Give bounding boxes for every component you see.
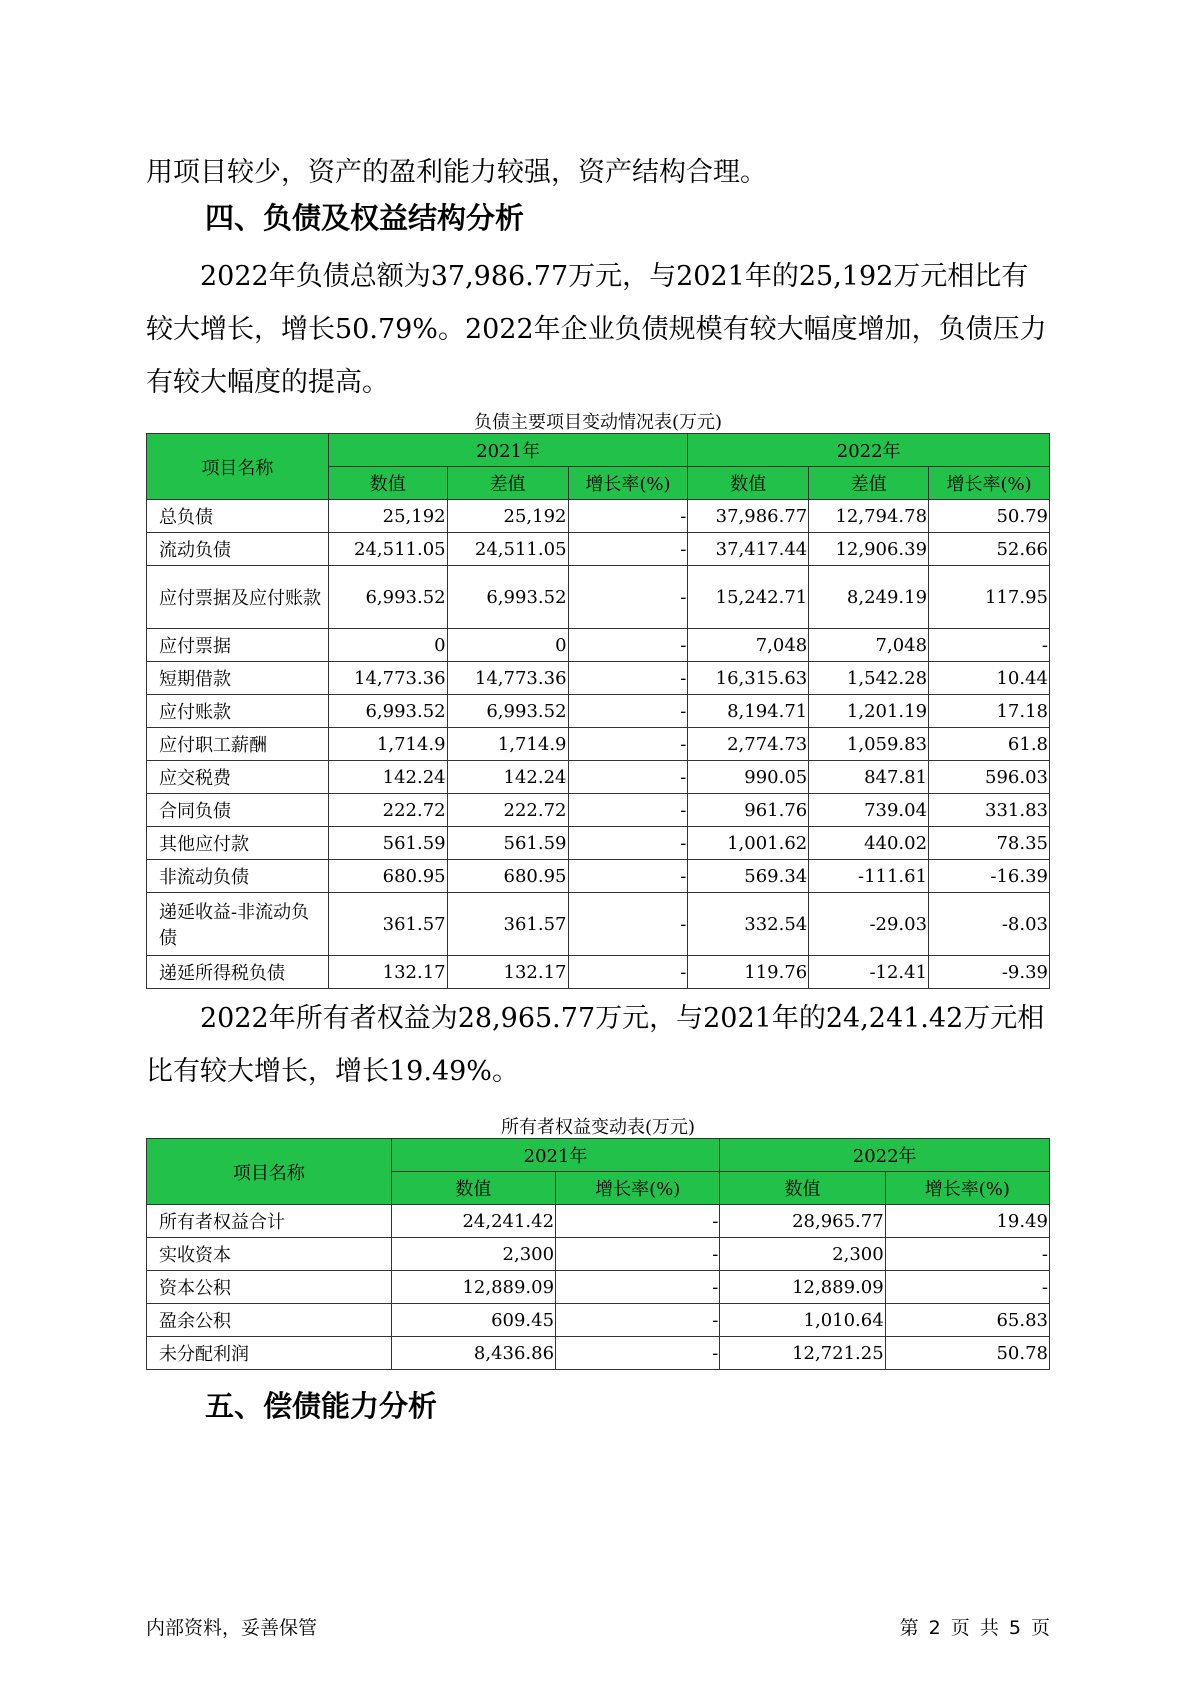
table-cell: 331.83 xyxy=(929,794,1050,827)
table-row xyxy=(147,761,1050,794)
table-cell: 37,417.44 xyxy=(688,533,809,566)
liability-sub-rate: 增长率(%) xyxy=(568,467,688,500)
row-label: 递延所得税负债 xyxy=(147,956,329,989)
section4-paragraph xyxy=(146,250,1050,409)
page-number: 第 2 页 共 5 页 xyxy=(899,1617,1050,1639)
table-cell: 78.35 xyxy=(929,827,1050,860)
liability-sub-diff: 差值 xyxy=(447,467,568,500)
equity-paragraph xyxy=(146,992,1050,1098)
table-cell: 222.72 xyxy=(447,794,568,827)
liability-sub-value: 数值 xyxy=(688,467,809,500)
table-cell: - xyxy=(568,827,688,860)
footer-note: 内部资料，妥善保管 xyxy=(146,1617,318,1639)
table-cell: 14,773.36 xyxy=(328,662,447,695)
section5-heading: 五、偿债能力分析 xyxy=(205,1389,438,1423)
table-cell: 2,774.73 xyxy=(688,728,809,761)
table-cell: 28,965.77 xyxy=(720,1205,885,1238)
table-row xyxy=(147,695,1050,728)
row-label: 实收资本 xyxy=(147,1238,392,1271)
table-row xyxy=(147,500,1050,533)
equity-sub-value: 数值 xyxy=(391,1172,555,1205)
liability-table-body xyxy=(147,500,1050,989)
table-cell: 132.17 xyxy=(447,956,568,989)
table-cell: 1,201.19 xyxy=(809,695,929,728)
table-cell: 0 xyxy=(328,629,447,662)
table-cell: 15,242.71 xyxy=(688,566,809,629)
table-cell: 12,794.78 xyxy=(809,500,929,533)
row-label: 资本公积 xyxy=(147,1271,392,1304)
row-label: 流动负债 xyxy=(147,533,329,566)
row-label: 应付账款 xyxy=(147,695,329,728)
table-cell: 1,001.62 xyxy=(688,827,809,860)
row-label: 短期借款 xyxy=(147,662,329,695)
liability-sub-value: 数值 xyxy=(328,467,447,500)
table-cell: - xyxy=(568,728,688,761)
table-cell: - xyxy=(885,1271,1049,1304)
table-cell: -111.61 xyxy=(809,860,929,893)
table-cell: - xyxy=(556,1238,720,1271)
table-cell: 8,194.71 xyxy=(688,695,809,728)
table-cell: 6,993.52 xyxy=(447,566,568,629)
table-cell: 12,889.09 xyxy=(720,1271,885,1304)
table-cell: 142.24 xyxy=(328,761,447,794)
liability-year-2022: 2022年 xyxy=(688,434,1050,467)
section4-heading: 四、负债及权益结构分析 xyxy=(205,201,525,235)
table-cell: - xyxy=(568,695,688,728)
table-cell: - xyxy=(568,662,688,695)
intro-line: 用项目较少，资产的盈利能力较强，资产结构合理。 xyxy=(146,157,767,188)
table-cell: - xyxy=(568,533,688,566)
liability-sub-diff: 差值 xyxy=(809,467,929,500)
table-cell: 17.18 xyxy=(929,695,1050,728)
row-label: 盈余公积 xyxy=(147,1304,392,1337)
table-cell: 596.03 xyxy=(929,761,1050,794)
table-cell: - xyxy=(568,566,688,629)
table-row xyxy=(147,794,1050,827)
table-cell: - xyxy=(556,1337,720,1370)
equity-year-2022: 2022年 xyxy=(720,1139,1050,1172)
table-cell: 16,315.63 xyxy=(688,662,809,695)
table-cell: 961.76 xyxy=(688,794,809,827)
row-label: 合同负债 xyxy=(147,794,329,827)
equity-year-2021: 2021年 xyxy=(391,1139,720,1172)
table-cell: 990.05 xyxy=(688,761,809,794)
table-cell: - xyxy=(885,1238,1049,1271)
row-label: 应付职工薪酬 xyxy=(147,728,329,761)
equity-table-body xyxy=(147,1205,1050,1370)
row-label: 所有者权益合计 xyxy=(147,1205,392,1238)
table-row xyxy=(147,629,1050,662)
row-label: 非流动负债 xyxy=(147,860,329,893)
table-cell: - xyxy=(929,629,1050,662)
table-cell: 50.78 xyxy=(885,1337,1049,1370)
liability-table xyxy=(146,433,1050,989)
table-cell: 132.17 xyxy=(328,956,447,989)
row-label: 其他应付款 xyxy=(147,827,329,860)
section4-paragraph-text: 2022年负债总额为37,986.77万元，与2021年的25,192万元相比有较大增长，增长50.79%。2022年企业负债规模有较大幅度增加，负债压力有较大幅度的提高。 xyxy=(146,261,1047,398)
table-cell: 25,192 xyxy=(447,500,568,533)
liability-year-2021: 2021年 xyxy=(328,434,687,467)
table-cell: 609.45 xyxy=(391,1304,555,1337)
table-cell: 361.57 xyxy=(447,893,568,956)
row-label: 应付票据及应付账款 xyxy=(147,566,329,629)
row-label: 未分配利润 xyxy=(147,1337,392,1370)
table-cell: -9.39 xyxy=(929,956,1050,989)
table-cell: - xyxy=(568,794,688,827)
table-cell: 561.59 xyxy=(328,827,447,860)
table-cell: 569.34 xyxy=(688,860,809,893)
table-row xyxy=(147,860,1050,893)
equity-paragraph-text: 2022年所有者权益为28,965.77万元，与2021年的24,241.42万元相比有较大增长，增长19.49%。 xyxy=(146,1003,1045,1087)
row-label: 总负债 xyxy=(147,500,329,533)
table-cell: -12.41 xyxy=(809,956,929,989)
table-row xyxy=(147,728,1050,761)
row-label: 应付票据 xyxy=(147,629,329,662)
table-row xyxy=(147,662,1050,695)
table-cell: - xyxy=(556,1271,720,1304)
equity-sub-rate: 增长率(%) xyxy=(885,1172,1049,1205)
table-cell: 0 xyxy=(447,629,568,662)
table-cell: 8,436.86 xyxy=(391,1337,555,1370)
table-cell: 65.83 xyxy=(885,1304,1049,1337)
table-cell: 24,241.42 xyxy=(391,1205,555,1238)
table-row xyxy=(147,533,1050,566)
table-row xyxy=(147,956,1050,989)
row-label: 应交税费 xyxy=(147,761,329,794)
table-cell: - xyxy=(556,1205,720,1238)
liability-table-caption: 负债主要项目变动情况表(万元) xyxy=(473,412,723,433)
table-cell: 117.95 xyxy=(929,566,1050,629)
table-cell: - xyxy=(568,860,688,893)
table-cell: 37,986.77 xyxy=(688,500,809,533)
table-cell: -8.03 xyxy=(929,893,1050,956)
table-cell: 2,300 xyxy=(391,1238,555,1271)
table-cell: 739.04 xyxy=(809,794,929,827)
equity-table-caption: 所有者权益变动表(万元) xyxy=(500,1117,696,1138)
table-cell: 61.8 xyxy=(929,728,1050,761)
table-cell: 680.95 xyxy=(447,860,568,893)
equity-sub-value: 数值 xyxy=(720,1172,885,1205)
table-cell: 6,993.52 xyxy=(328,695,447,728)
table-row xyxy=(147,1238,1050,1271)
table-cell: 24,511.05 xyxy=(328,533,447,566)
table-cell: 2,300 xyxy=(720,1238,885,1271)
table-cell: 6,993.52 xyxy=(447,695,568,728)
table-row xyxy=(147,1337,1050,1370)
table-cell: 332.54 xyxy=(688,893,809,956)
table-cell: 10.44 xyxy=(929,662,1050,695)
table-cell: 52.66 xyxy=(929,533,1050,566)
table-cell: 19.49 xyxy=(885,1205,1049,1238)
table-row xyxy=(147,1205,1050,1238)
table-cell: 24,511.05 xyxy=(447,533,568,566)
table-cell: 680.95 xyxy=(328,860,447,893)
equity-table xyxy=(146,1138,1050,1370)
table-cell: 6,993.52 xyxy=(328,566,447,629)
equity-sub-rate: 增长率(%) xyxy=(556,1172,720,1205)
table-cell: 14,773.36 xyxy=(447,662,568,695)
table-cell: 142.24 xyxy=(447,761,568,794)
table-cell: 361.57 xyxy=(328,893,447,956)
table-cell: 50.79 xyxy=(929,500,1050,533)
table-cell: 1,714.9 xyxy=(328,728,447,761)
table-cell: 1,010.64 xyxy=(720,1304,885,1337)
table-cell: - xyxy=(556,1304,720,1337)
table-cell: 1,542.28 xyxy=(809,662,929,695)
table-cell: - xyxy=(568,956,688,989)
table-cell: -16.39 xyxy=(929,860,1050,893)
table-cell: 12,721.25 xyxy=(720,1337,885,1370)
table-cell: 12,889.09 xyxy=(391,1271,555,1304)
table-cell: -29.03 xyxy=(809,893,929,956)
table-cell: 7,048 xyxy=(688,629,809,662)
table-row xyxy=(147,566,1050,629)
table-cell: 847.81 xyxy=(809,761,929,794)
table-cell: 1,059.83 xyxy=(809,728,929,761)
equity-col-item: 项目名称 xyxy=(147,1139,392,1205)
table-row xyxy=(147,893,1050,956)
table-row xyxy=(147,1271,1050,1304)
table-row xyxy=(147,827,1050,860)
row-label: 递延收益-非流动负债 xyxy=(147,893,329,956)
table-cell: 25,192 xyxy=(328,500,447,533)
table-cell: 8,249.19 xyxy=(809,566,929,629)
liability-col-item: 项目名称 xyxy=(147,434,329,500)
table-cell: - xyxy=(568,761,688,794)
table-cell: 7,048 xyxy=(809,629,929,662)
table-cell: 12,906.39 xyxy=(809,533,929,566)
liability-sub-rate: 增长率(%) xyxy=(929,467,1050,500)
table-cell: 561.59 xyxy=(447,827,568,860)
table-cell: 222.72 xyxy=(328,794,447,827)
table-cell: 119.76 xyxy=(688,956,809,989)
table-row xyxy=(147,1304,1050,1337)
table-cell: 440.02 xyxy=(809,827,929,860)
table-cell: - xyxy=(568,500,688,533)
table-cell: - xyxy=(568,629,688,662)
table-cell: - xyxy=(568,893,688,956)
table-cell: 1,714.9 xyxy=(447,728,568,761)
